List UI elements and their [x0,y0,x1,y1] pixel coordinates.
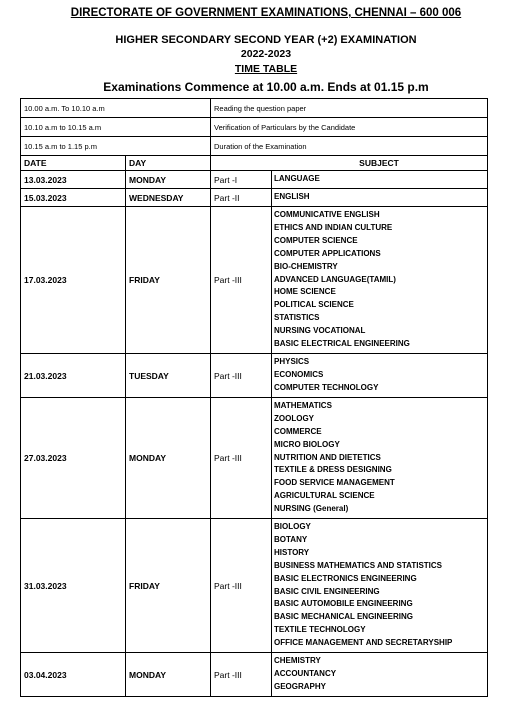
subject-name: ENGLISH [274,192,310,202]
subject-list [271,354,487,397]
subject-list [271,398,487,518]
subject-name: BUSINESS MATHEMATICS AND STATISTICS [274,560,442,570]
directorate-heading: DIRECTORATE OF GOVERNMENT EXAMINATIONS, CHENNAI – 600 006 [70,7,462,19]
exam-row [21,653,487,697]
exam-day: TUESDAY [129,370,169,381]
academic-year: 2022-2023 [240,48,292,60]
exam-part: Part -I [214,174,238,185]
exam-date: 17.03.2023 [24,275,67,285]
subject-name: COMMERCE [274,426,322,436]
exam-timing: Examinations Commence at 10.00 a.m. Ends at 01.15 p.m [103,80,429,94]
subject-name: HOME SCIENCE [274,287,336,297]
timetable [20,98,488,697]
subject-name: BASIC ELECTRICAL ENGINEERING [274,339,410,349]
subject-name: PHYSICS [274,357,310,367]
subject-name: ADVANCED LANGUAGE(TAMIL) [274,274,396,284]
subject-name: GEOGRAPHY [274,681,327,691]
subject-name: COMPUTER TECHNOLOGY [274,382,379,392]
exam-date: 03.04.2023 [24,669,67,680]
schedule-time: 10.00 a.m. To 10.10 a.m [24,103,105,113]
subject-name: COMMUNICATIVE ENGLISH [274,210,380,220]
exam-day: MONDAY [129,669,166,680]
subject-name: MICRO BIOLOGY [274,439,340,449]
subject-name: COMPUTER APPLICATIONS [274,248,381,258]
column-header-date: DATE [24,158,47,168]
subject-name: NURSING VOCATIONAL [274,326,366,336]
subject-name: BASIC MECHANICAL ENGINEERING [274,612,413,622]
subject-list [271,207,487,353]
subject-name: STATISTICS [274,313,320,323]
exam-day: MONDAY [129,174,166,185]
subject-name: OFFICE MANAGEMENT AND SECRETARYSHIP [274,638,453,648]
subject-name: NUTRITION AND DIETETICS [274,452,381,462]
exam-part: Part -III [214,275,242,285]
column-header-subject: SUBJECT [359,158,399,168]
subject-name: TEXTILE TECHNOLOGY [274,625,366,635]
subject-name: CHEMISTRY [274,656,321,666]
subject-name: HISTORY [274,547,310,557]
exam-row [21,354,487,398]
exam-part: Part -III [214,669,242,680]
schedule-activity: Duration of the Examination [214,141,307,151]
subject-name: BIOLOGY [274,521,311,531]
exam-part: Part -II [214,192,240,203]
schedule-time: 10.10 a.m to 10.15 a.m [24,122,102,132]
subject-name: LANGUAGE [274,174,320,184]
schedule-row [21,99,487,118]
subject-name: TEXTILE & DRESS DESIGNING [274,465,392,475]
schedule-activity: Verification of Particulars by the Candidate [214,122,356,132]
subject-list [271,189,487,206]
subject-name: MATHEMATICS [274,400,332,410]
subject-name: BOTANY [274,534,308,544]
exam-date: 27.03.2023 [24,453,67,463]
exam-row [21,398,487,519]
exam-date: 21.03.2023 [24,370,67,381]
exam-day: WEDNESDAY [129,192,184,203]
subject-name: FOOD SERVICE MANAGEMENT [274,478,395,488]
exam-day: FRIDAY [129,580,160,591]
subject-name: NURSING (General) [274,504,349,514]
exam-part: Part -III [214,580,242,591]
exam-row [21,171,487,189]
subject-list [271,519,487,652]
subject-name: POLITICAL SCIENCE [274,300,354,310]
subject-name: AGRICULTURAL SCIENCE [274,491,375,501]
exam-day: FRIDAY [129,275,160,285]
subject-name: ACCOUNTANCY [274,669,337,679]
exam-date: 31.03.2023 [24,580,67,591]
subject-name: ECONOMICS [274,370,324,380]
exam-heading: HIGHER SECONDARY SECOND YEAR (+2) EXAMINATION [115,34,417,46]
subject-name: ZOOLOGY [274,413,314,423]
table-header-row [21,156,487,171]
exam-row [21,189,487,207]
exam-day: MONDAY [129,453,166,463]
subject-name: COMPUTER SCIENCE [274,235,358,245]
time-table-title: TIME TABLE [234,63,298,75]
schedule-activity: Reading the question paper [214,103,307,113]
exam-date: 13.03.2023 [24,174,67,185]
exam-row [21,207,487,354]
exam-row [21,519,487,653]
column-header-day: DAY [129,158,147,168]
subject-name: BASIC AUTOMOBILE ENGINEERING [274,599,413,609]
subject-name: BASIC CIVIL ENGINEERING [274,586,380,596]
subject-name: ETHICS AND INDIAN CULTURE [274,222,393,232]
subject-list [271,171,487,188]
schedule-time: 10.15 a.m to 1.15 p.m [24,141,97,151]
subject-list [271,653,487,696]
schedule-row [21,118,487,137]
subject-name: BASIC ELECTRONICS ENGINEERING [274,573,417,583]
exam-part: Part -III [214,453,242,463]
exam-part: Part -III [214,370,242,381]
schedule-row [21,137,487,156]
subject-name: BIO-CHEMISTRY [274,261,338,271]
exam-date: 15.03.2023 [24,192,67,203]
